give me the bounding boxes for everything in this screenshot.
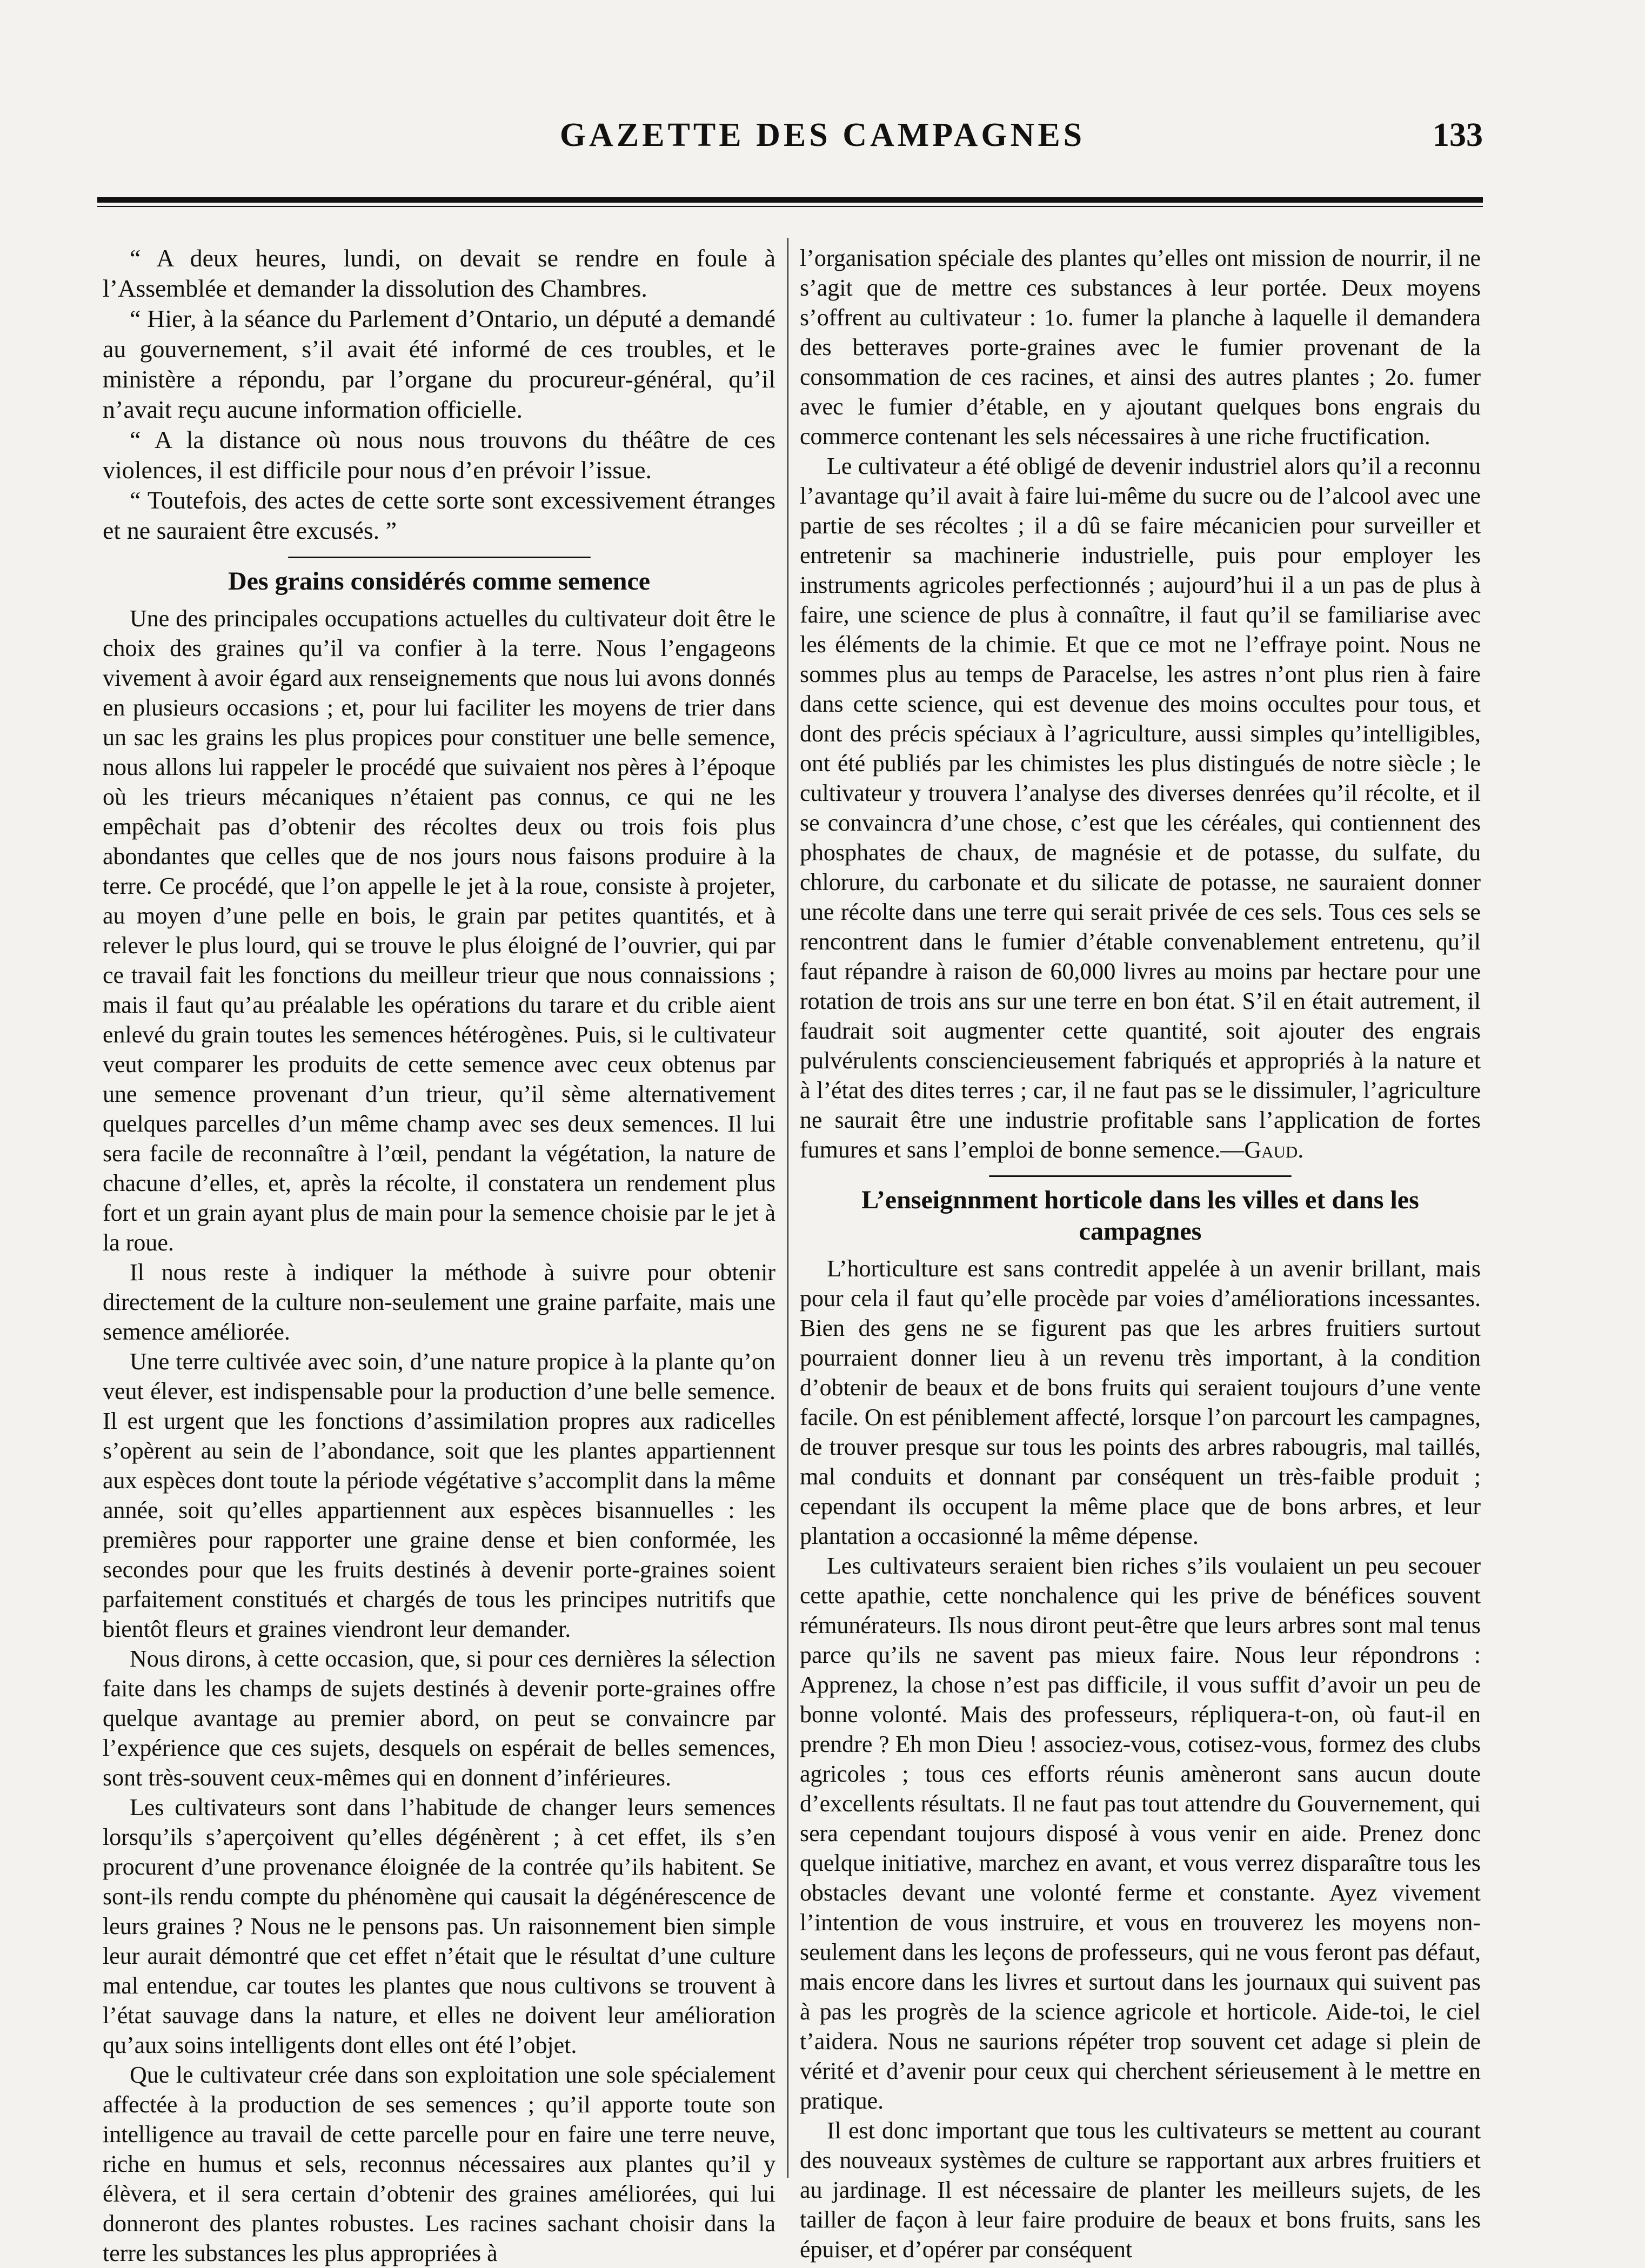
section-divider [989,1175,1292,1177]
article-paragraph: Les cultivateurs sont dans l’habitude de changer leurs semences lorsqu’ils s’aperçoivent qu’elles dégénèrent ; à cet effet, ils s’en procurent d’une provenance éloignée de la contrée qu’ils habitent. Se sont-ils rendu compte du phénomène qui causait la dégénérescence de leurs graines ? Nous ne le pensons pas. Un raisonnement bien simple leur aurait démontré que cet effet n’était que le résultat d’une culture mal entendue, car toutes les plantes que nous cultivons se trouvent à l’état sauvage dans la nature, et elles ne doivent leur amélioration qu’aux soins intelligents dont elles ont été l’objet. [103,1794,775,2058]
right-column [800,243,1481,2263]
article-paragraph: Les cultivateurs seraient bien riches s’ils voulaient un peu secouer cette apathie, cette nonchalence qui les prive de bénéfices souvent rémunérateurs. Ils nous diront peut-être que leurs arbres sont mal tenus parce qu’ils ne savent pas mieux faire. Nous leur répondrons : Apprenez, la chose n’est pas difficile, il vous suffit d’avoir un peu de bonne volonté. Mais des professeurs, répliquera-t-on, où faut-il en prendre ? Eh mon Dieu ! associez-vous, cotisez-vous, formez des clubs agricoles ; tous ces efforts réunis amèneront sans aucun doute d’excellents résultats. Il ne faut pas tout attendre du Gouvernement, qui sera cependant toujours disposé à vous venir en aide. Prenez donc quelque initiative, marchez en avant, et vous verrez disparaître tous les obstacles devant une volonté ferme et constante. Ayez vivement l’intention de vous instruire, et vous en trouverez les moyens non-seulement dans les leçons de professeurs, qui ne vous feront pas défaut, mais encore dans les livres et surtout dans les journaux qui suivent pas à pas les progrès de la science agricole et horticole. Aide-toi, le ciel t’aidera. Nous ne saurions répéter trop souvent cet adage si plein de vérité et d’avenir pour ceux qui cherchent sérieusement à le mettre en pratique. [800,1553,1481,2114]
header-rule-thin [97,206,1483,207]
article-title: L’enseignnment horticole dans les villes et dans les campagnes [861,1186,1419,1246]
article-title: Des grains considérés comme semence [228,567,651,596]
article-paragraph: Une terre cultivée avec soin, d’une nature propice à la plante qu’on veut élever, est indispensable pour la production d’une belle semence. Il est urgent que les fonctions d’assimilation propres aux radicelles s’opèrent au sein de l’abondance, soit que les plantes appartiennent aux espèces dont toute la période végétative s’accomplit dans la même année, soit qu’elles appartiennent aux espèces bisannuelles : les premières pour rapporter une graine dense et bien conformée, les secondes pour que les fruits destinés à devenir porte-graines soient parfaitement constitués et chargés de tous les principes nutritifs que bientôt fleurs et graines viendront leur demander. [103,1348,775,1642]
quote-paragraph: “ Hier, à la séance du Parlement d’Ontario, un député a demandé au gouvernement, s’il avait été informé de ces troubles, et le ministère a répondu, par l’organe du procureur-général, qu’il n’avait reçu aucune information officielle. [103,305,775,423]
article-paragraph: L’horticulture est sans contredit appelée à un avenir brillant, mais pour cela il faut qu’elle procède par voies d’améliorations incessantes. Bien des gens ne se figurent pas que les arbres fruitiers surtout pourraient donner lieu à un revenu très important, à la condition d’obtenir de beaux et de bons fruits qui seraient toujours d’une vente facile. On est péniblement affecté, lorsque l’on parcourt les campagnes, de trouver presque sur tous les points des arbres rabougris, mal taillés, mal conduits et donnant par conséquent un très-faible produit ; cependant ils occupent la même place que de bons arbres, et leur plantation a occasionné la même dépense. [800,1255,1481,1549]
header-rule [97,197,1483,203]
article-paragraph: Il nous reste à indiquer la méthode à suivre pour obtenir directement de la culture non-seulement une graine parfaite, mais une semence améliorée. [103,1259,775,1345]
quote-paragraph: “ A la distance où nous nous trouvons du théâtre de ces violences, il est difficile pour nous d’en prévoir l’issue. [103,426,775,484]
article-paragraph: Une des principales occupations actuelles du cultivateur doit être le choix des graines qu’il va confier à la terre. Nous l’engageons vivement à avoir égard aux renseignements que nous lui avons donnés en plusieurs occasions ; et, pour lui faciliter les moyens de trier dans un sac les grains les plus propices pour constituer une belle semence, nous allons lui rappeler le procédé que suivaient nos pères à l’époque où les trieurs mécaniques n’étaient pas connus, ce qui ne les empêchait pas d’obtenir des récoltes deux ou trois fois plus abondantes que celles que de nos jours nous faisons produire à la terre. Ce procédé, que l’on appelle le jet à la roue, consiste à projeter, au moyen d’une pelle en bois, le grain par petites quantités, et à relever le plus lourd, qui se trouve le plus éloigné de l’ouvrier, qui par ce travail fait les fonctions du meilleur trieur que nous connaissions ; mais il faut qu’au préalable les opérations du tarare et du crible aient enlevé du grain toutes les semences hétérogènes. Puis, si le cultivateur veut comparer les produits de cette semence avec ceux obtenus par une semence provenant d’un trieur, qu’il sème alternativement quelques parcelles d’un même champ avec ses deux semences. Il lui sera facile de reconnaître à l’œil, pendant la végétation, la nature de chacune d’elles, et, après la récolte, il constatera un rendement plus fort et un grain ayant plus de main pour la semence choisie par le jet à la roue. [103,605,775,1256]
article-paragraph: l’organisation spéciale des plantes qu’elles ont mission de nourrir, il ne s’agit que de mettre ces substances à leur portée. Deux moyens s’offrent au cultivateur : 1o. fumer la planche à laquelle il demandera des betteraves porte-graines avec le fumier provenant de la consommation de ces racines, et ainsi des autres plantes ; 2o. fumer avec le fumier d’étable, en y ajoutant quelques bons engrais du commerce contenant les sels nécessaires à une riche fructification. [800,245,1481,450]
section-divider [288,557,591,558]
quote-paragraph: “ Toutefois, des actes de cette sorte sont excessivement étranges et ne sauraient être excusés. ” [103,486,775,544]
article-paragraph: Il est donc important que tous les cultivateurs se mettent au courant des nouveaux systèmes de culture se rapportant aux arbres fruitiers et au jardinage. Il est nécessaire de planter les meilleurs sujets, de les tailler de façon à leur faire produire de beaux et bons fruits, sans les épuiser, et d’opérer par conséquent [800,2117,1481,2263]
article-paragraph-text: Le cultivateur a été obligé de devenir industriel alors qu’il a reconnu l’avantage qu’il avait à faire lui-même du sucre ou de l’alcool avec une partie de ses récoltes ; il a dû se faire mécanicien pour surveiller et entretenir sa machinerie industrielle, puis pour employer les instruments agricoles perfectionnés ; aujourd’hui il a un pas de plus à faire, une science de plus à connaître, il faut qu’il se familiarise avec les éléments de la chimie. Et que ce mot ne l’effraye point. Nous ne sommes plus au temps de Paracelse, les astres n’ont plus rien à faire dans cette science, qui est devenue des moins occultes pour tous, et dont des précis spéciaux à l’agriculture, aussi simples qu’intelligibles, ont été publiés par les chimistes les plus distingués de notre siècle ; le cultivateur y trouvera l’analyse des diverses denrées qu’il récolte, et il se convaincra d’une chose, c’est que les céréales, qui contiennent des phosphates de chaux, de magnésie et de potasse, du sulfate, du chlorure, du carbonate et du silicate de potasse, ne sauraient donner une récolte dans une terre qui serait privée de ces sels. Tous ces sels se rencontrent dans le fumier d’étable convenablement entretenu, qu’il faut répandre à raison de 60,000 livres au moins par hectare pour une rotation de trois ans sur une terre en bon état. S’il en était autrement, il faudrait soit augmenter cette quantité, soit ajouter des engrais pulvérulents consciencieusement fabriqués et appropriés à la nature et à l’état des dites terres ; car, il ne faut pas se le dissimuler, l’agriculture ne saurait être une industrie profitable sans l’application de fortes fumures et sans l’emploi de bonne semence.— [800,453,1481,1163]
page-number: 133 [1433,117,1483,153]
page-header [0,116,1645,165]
publication-title: GAZETTE DES CAMPAGNES [559,117,1086,153]
article-paragraph: Nous dirons, à cette occasion, que, si pour ces dernières la sélection faite dans les champs de sujets destinés à devenir porte-graines offre quelque avantage au premier abord, on peut se convaincre par l’expérience que ces sujets, desquels on espérait de belles semences, sont très-souvent ceux-mêmes qui en donnent d’inférieures. [103,1645,775,1791]
article-paragraph: Que le cultivateur crée dans son exploitation une sole spécialement affectée à la production de ses semences ; qu’il apporte toute son intelligence au travail de cette parcelle pour en faire une terre neuve, riche en humus et sels, reconnus nécessaires aux plantes qu’il y élèvera, et il sera certain d’obtenir des graines améliorées, qui lui donneront des plantes robustes. Les racines sachant choisir dans la terre les substances les plus appropriées à [103,2062,775,2266]
quote-paragraph: “ A deux heures, lundi, on devait se rendre en foule à l’Assemblée et demander la dissolution des Chambres. [103,244,775,302]
author-signature: Gaud. [1244,1136,1304,1163]
column-separator [787,238,788,2178]
left-column [103,243,775,2266]
article-paragraph [800,451,1481,1165]
